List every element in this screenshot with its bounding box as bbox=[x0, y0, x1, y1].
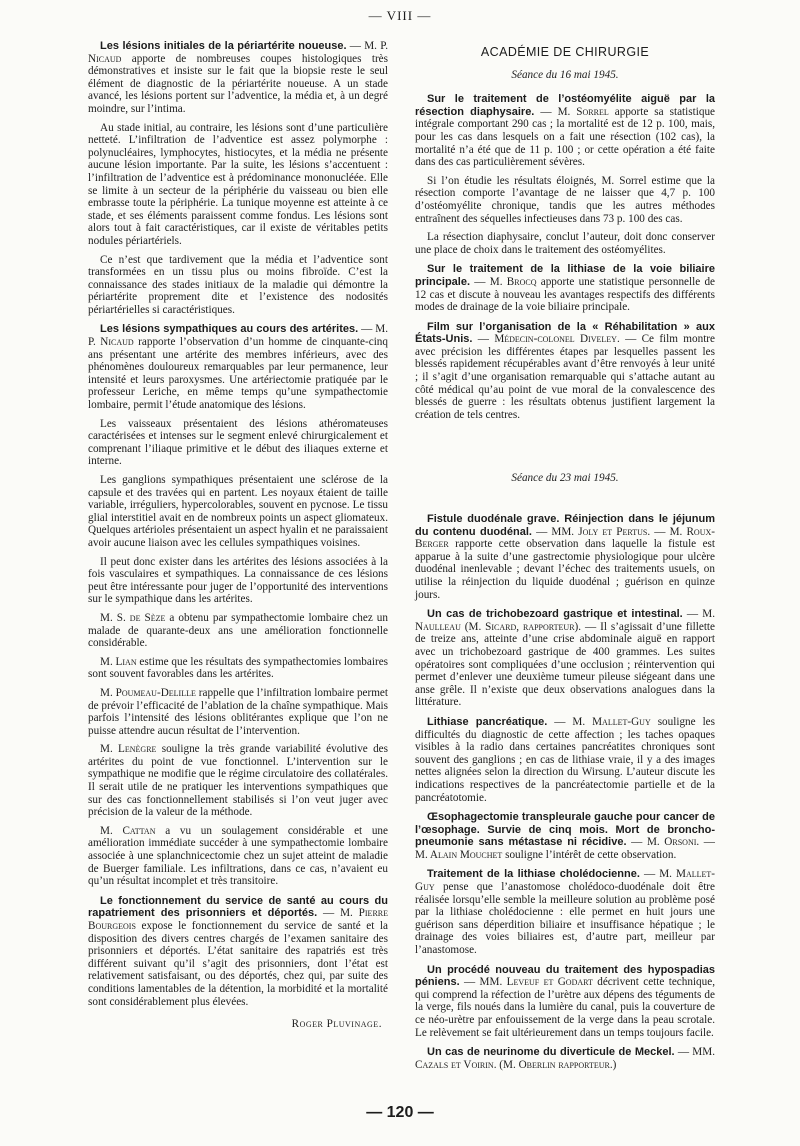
speaker: M. Poumeau-Delille bbox=[100, 686, 196, 699]
article-periarterite: Les lésions initiales de la périartérite noueuse. — M. P. Nicaud apporte de nombreuses coupes histologiques très démonstratives et insiste sur le fait que la biopsie reste le seul élément de diagnostic de la périartérite noueuse. A un stade avancé, les lésions portent sur l’adventice, la média et, à un degré moindre, sur l’intima. Au stade initial, au contraire, les lésions sont d’une particulière netteté. L’infiltration de l’adventice est assez polymorphe : polynucléaires, lymphocytes, histiocytes, et la média ne présente aucune lésion importante. Par la suite, les lésions s’accentuent : l’infiltration de l’adventice est à prédominance mononucléée. Elle se limite à un secteur de la périphérie du vaisseau ou bien elle embrasse toute la périphérie. La tunique moyenne est atteinte à ce stade, et ses éléments paraissent comme fondus. Les lésions sont alors tout à fait caractéristiques, car il existe de véritables petits nodules périartériels. Ce n’est que tardivement que la média et l’adventice sont transformées en un tissu plus ou moins fibroïde. C’est la connaissance des stades initiaux de la maladie qui démontre la périartérite proprement dite et l’existence des nodosités périartérielles si caractéristiques. bbox=[88, 40, 388, 316]
paragraph: apporte sa statistique intégrale comportant 290 cas ; la mortalité est de 12 p. 100, mais, pour les cas dans lesquels on a fait une résection (102 cas), la mortalité n’a été que de 11 p. 100 ; or cette opération a été faite dans des cas particulièrement sévères. bbox=[415, 105, 715, 169]
signature: Roger Pluvinage. bbox=[291, 1018, 382, 1031]
paragraph: Au stade initial, au contraire, les lésions sont d’une particulière netteté. L’infiltration de l’adventice est assez polymorphe : polynucléaires, lymphocytes, histiocytes, et la média ne présente aucune lésion importante. Par la suite, les lésions s’accentuent : l’infiltration de l’adventice est à prédominance mononucléée. Elle se limite à un secteur de la périphérie du vaisseau ou bien elle embrasse toute la périphérie. La tunique moyenne est atteinte à ce stade, et ses éléments paraissent comme fondus. Les lésions sont alors tout à fait caractéristiques, car il existe de véritables petits nodules périartériels. bbox=[88, 121, 388, 247]
article-lesions-sympathiques: Les lésions sympathiques au cours des artérites. — M. P. Nicaud rapporte l’observation d’un homme de cinquante-cinq ans présentant une artérite des membres inférieurs, avec des phénomènes douloureux remarquables par leur permanence, leur intensité et leurs paroxysmes. Une artériectomie pratiquée par le professeur Leriche, en même temps qu’une sympathectomie lombaire, permit l’étude anatomique des lésions. Les vaisseaux présentaient des lésions athéromateuses caractérisées et intenses sur le segment enlevé chirurgicalement et comprenant l’iliaque primitive et le début des iliaques externe et interne. Les ganglions sympathiques présentaient une sclérose de la capsule et des travées qui en partent. Les noyaux étaient de taille variable, irréguliers, hypercolorables, souvent en pycnose. Le tissu glial interstitiel avait en de nombreux points un aspect gliomateux. Quelques artérioles présentaient un aspect hyalin et ne paraissaient avoir aucune liaison avec les cellules sympathiques voisines. Il peut donc exister dans les artérites des lésions associées à la fois vasculaires et sympathiques. La connaissance de ces lésions peut être intéressante pour juger de l’opportunité des interventions sur le sympathique dans les artérites. M. S. de Sèze a obtenu par sympathectomie lombaire chez un malade de quarante-deux ans une amélioration fonctionnelle considérable. M. Lian estime que les résultats des sympathectomies lombaires sont souvent favorables dans les artérites. M. Poumeau-Delille rappelle que l’infiltration lombaire permet de prévoir l’efficacité de l’ablation de la chaîne sympathique. Mais parfois l’intensité des lésions oblitérantes explique que l’on ne puisse attendre aucun résultat de l’intervention. M. Lenègre souligne la très grande variabilité évolutive des artérites du point de vue fonctionnel. L’intervention sur le sympathique ne modifie que le régime circulatoire des collatérales. Il serait utile de ne pratiquer les interventions sympathiques que sur des cas fonctionnellement stabilisés si l’on veut juger avec précision de la valeur de la méthode. M. Cattan a vu un soulagement considérable et une amélioration immédiate succéder à une sympathectomie lombaire associée à une splanchnicectomie chez un sujet atteint de maladie de Buerger familiale. Les infiltrations, dans ce cas, n’avaient eu qu’un résultat incomplet et très transitoire. bbox=[88, 323, 389, 888]
paragraph: estime que les résultats des sympathectomies lombaires sont souvent favorables dans les artérites. bbox=[88, 655, 389, 681]
article-title: Le fonctionnement du service de santé au cours du rapatriement des prisonniers et déportés. bbox=[88, 894, 388, 920]
article-title: Fistule duodénale grave. Réinjection dans le jéjunum du contenu duodénal. bbox=[415, 513, 715, 538]
paragraph: souligne la très grande variabilité évolutive des artérites du point de vue fonctionnel. L’intervention sur le sympathique ne modifie que le régime circulatoire des collatérales. Il serait utile de ne pratiquer les interventions sympathiques que sur des cas fonctionnellement stabilisés si l’on veut juger avec précision de la valeur de la méthode. bbox=[88, 743, 388, 819]
paragraph: Si l’on étudie les résultats éloignés, M. Sorrel estime que la résection comporte l’avantage de ne laisser que 4,7 p. 100 d’ostéomyélite chronique, tandis que les autres méthodes entraînent des séquelles infectieuses dans 73 p. 100 des cas. bbox=[415, 174, 715, 225]
article-title: Film sur l’organisation de la « Réhabilitation » aux États-Unis. bbox=[415, 320, 715, 346]
article-title: Sur le traitement de l’ostéomyélite aiguë par la résection diaphysaire. bbox=[415, 93, 715, 118]
section-heading: ACADÉMIE DE CHIRURGIE bbox=[480, 45, 650, 59]
paragraph: pense que l’anastomose cholédoco-duodénale doit être réalisée lorsqu’elle semble la meilleure solution au problème posé par la lithiase cholédocienne : elle permet en huit jours une guérison sans déperdition biliaire et insuffisance hépatique ; le drainage des voies biliaires est, d’autre part, meilleur par l’anastomose. bbox=[415, 881, 715, 957]
article-title: Les lésions initiales de la périartérite noueuse. bbox=[100, 40, 347, 52]
page-header: — VIII — bbox=[368, 8, 432, 23]
paragraph: a vu un soulagement considérable et une amélioration immédiate succéder à une sympathectomie lombaire associée à une splanchnicectomie chez un sujet atteint de maladie de Buerger familiale. Les infiltrations, dans ce cas, n’avaient eu qu’un résultat incomplet et très transitoire. bbox=[88, 824, 388, 888]
left-column bbox=[88, 40, 388, 1031]
author: M. Pierre Bourgeois bbox=[88, 907, 388, 932]
article-title: Les lésions sympathiques au cours des artérites. bbox=[100, 323, 359, 336]
author: M. P. Nicaud bbox=[88, 40, 388, 65]
author: MM. Joly et Pertus. bbox=[551, 525, 651, 538]
author: M. Naulleau (M. Sicard, rapporteur). bbox=[415, 608, 715, 633]
speaker: M. Lian bbox=[100, 655, 137, 668]
author: MM. Cazals et Voirin. (M. Oberlin rapporteur.) bbox=[415, 1046, 715, 1071]
article-title: Sur le traitement de la lithiase de la voie biliaire principale. bbox=[415, 263, 715, 288]
right-column bbox=[415, 40, 715, 1078]
article-lithiase-pancreatique: Lithiase pancréatique. — M. Mallet-Guy souligne les difficultés du diagnostic de cette affection ; les taches opaques visibles à la radio dans certaines pancréatites chroniques sont souvent des ganglions ; en cas de lithiase vraie, il y a des images nettes alignées selon la direction du Wirsung. L’auteur discute les indications respectives de la pancréatectomie partielle et de la pancréatotomie. bbox=[415, 715, 715, 804]
paragraph: Les vaisseaux présentaient des lésions athéromateuses caractérisées et intenses sur le segment enlevé chirurgicalement et comprenant l’iliaque primitive et le début des iliaques externe et interne. bbox=[88, 417, 388, 468]
article-fistule: Fistule duodénale grave. Réinjection dans le jéjunum du contenu duodénal. — MM. Joly et Pertus. — M. Roux-Berger rapporte cette observation dans laquelle la fistule est apparue à la suite d’une gastrectomie physiologique pour ulcère duodénal inenlevable ; devant l’échec des traitements usuels, on utilise la réinjection du liquide duodénal ; guérison en quinze jours. bbox=[415, 513, 715, 601]
paragraph: Il s’agissait d’une fillette de treize ans, atteinte d’une crise abdominale aiguë en rapport avec un trichobezoard gastrique de 400 grammes. Les suites opératoires sont compliquées d’une occlusion ; réintervention qui permet d’enlever une deuxième tumeur pileuse siégeant dans une anse grêle. Il n’existe que deux observations analogues dans la littérature. bbox=[415, 620, 715, 709]
paragraph: La résection diaphysaire, conclut l’auteur, doit donc conserver une place de choix dans le traitement des ostéomyélites. bbox=[415, 231, 715, 256]
article-hypospadias: Un procédé nouveau du traitement des hypospadias péniens. — MM. Leveuf et Godart décrivent cette technique, qui comprend la réfection de l’urètre aux dépens des téguments de la verge, fils noués dans la lumière du canal, puis la couverture de ce néo-urètre par enfouissement de la verge dans la peau scrotale. Le relèvement se fait ultérieurement dans un temps toujours facile. bbox=[415, 963, 715, 1039]
speaker: M. Roux-Berger bbox=[415, 525, 715, 551]
paragraph: expose le fonctionnement du service de santé et la disposition des divers centres chargés de l’examen sanitaire des prisonniers et déportés. L’état sanitaire des rapatriés est très différent suivant qu’il s’agit des prisonniers, dont l’état est relativement satisfaisant, ou des déportés, chez qui, par suite des conditions lamentables de la détention, la morbidité et la mortalité sont considérablement plus élevées. bbox=[88, 920, 388, 1008]
page-number: — 120 — bbox=[366, 1104, 434, 1121]
paragraph: rapporte l’observation d’un homme de cinquante-cinq ans présentant une artérite des membres inférieurs, avec des phénomènes douloureux remarquables par leur permanence, leur intensité et leurs paroxysmes. Une artériectomie pratiquée par le professeur Leriche, en même temps qu’une sympathectomie lombaire, permit l’étude anatomique des lésions. bbox=[88, 336, 388, 412]
paragraph: souligne l’intérêt de cette observation. bbox=[505, 848, 677, 861]
article-title: Un procédé nouveau du traitement des hypospadias péniens. bbox=[415, 963, 715, 989]
paragraph: rapporte cette observation dans laquelle la fistule est apparue à la suite d’une gastrectomie physiologique pour ulcère duodénal inenlevable ; devant l’échec des traitements usuels, on utilise la réinjection du liquide duodénal ; guérison en quinze jours. bbox=[415, 538, 715, 601]
session-date: Séance du 23 mai 1945. bbox=[511, 472, 619, 485]
paragraph: a obtenu par sympathectomie lombaire chez un malade de quarante-deux ans une amélioration fonctionnelle considérable. bbox=[88, 611, 388, 650]
article-oesophagectomie: Œsophagectomie transpleurale gauche pour cancer de l’œsophage. Survie de cinq mois. Mort de broncho-pneumonie sans métastase ni récidive. — M. Orsoni. — M. Alain Mouchet souligne l’intérêt de cette observation. bbox=[415, 811, 715, 861]
article-osteomyelite: Sur le traitement de l’ostéomyélite aiguë par la résection diaphysaire. — M. Sorrel apporte sa statistique intégrale comportant 290 cas ; la mortalité est de 12 p. 100, mais, pour les cas dans lesquels on a fait une résection (102 cas), la mortalité n’a été que de 11 p. 100 ; or cette opération a été faite dans des cas particulièrement sévères. Si l’on étudie les résultats éloignés, M. Sorrel estime que la résection comporte l’avantage de ne laisser que 4,7 p. 100 d’ostéomyélite chronique, tandis que les autres méthodes entraînent des séquelles infectieuses dans 73 p. 100 des cas. La résection diaphysaire, conclut l’auteur, doit donc conserver une place de choix dans le traitement des ostéomyélites. bbox=[415, 93, 715, 256]
paragraph: Ce n’est que tardivement que la média et l’adventice sont transformées en un tissu plus ou moins fibroïde. C’est la connaissance des stades initiaux de la maladie qui démontre la périartérite proprement dite et l’existence des nodosités périartérielles si caractéristiques. bbox=[88, 253, 388, 316]
paragraph: Ce film montre avec précision les différentes étapes par lesquelles passent les blessés rapidement récupérables avant d’être renvoyés à leur unité ; il s’agit d’une organisation remarquable qui s’attache autant au côté médical qu’au point de vue moral de la convalescence des blessés de guerre : les résultats obtenus justifient largement la création de tels centres. bbox=[415, 333, 715, 421]
speaker: M. S. de Sèze bbox=[100, 611, 166, 624]
article-lithiase-biliaire: Sur le traitement de la lithiase de la voie biliaire principale. — M. Brocq apporte une statistique personnelle de 12 cas et discute à nouveau les avantages respectifs des différents modes de drainage de la voie biliaire principale. bbox=[415, 263, 716, 314]
article-service-sante: Le fonctionnement du service de santé au cours du rapatriement des prisonniers et déportés. — M. Pierre Bourgeois expose le fonctionnement du service de santé et la disposition des divers centres chargés de l’examen sanitaire des prisonniers et déportés. L’état sanitaire des rapatriés est très différent suivant qu’il s’agit des prisonniers, dont l’état est relativement satisfaisant, ou des déportés, chez qui, par suite des conditions lamentables de la détention, la morbidité et la mortalité sont considérablement plus élevées. bbox=[88, 894, 388, 1008]
author: M. Brocq bbox=[489, 275, 537, 288]
paragraph: souligne les difficultés du diagnostic de cette affection ; les taches opaques visibles à la radio dans certaines pancréatites chroniques sont souvent des ganglions ; en cas de lithiase vraie, il y a des images nettes alignées selon la direction du Wirsung. L’auteur discute les indications respectives de la pancréatectomie partielle et de la pancréatotomie. bbox=[415, 715, 715, 804]
author: M. Mallet-Guy bbox=[572, 715, 651, 728]
article-title: Un cas de neurinome du diverticule de Meckel. bbox=[427, 1046, 675, 1059]
article-lithiase-choledocienne: Traitement de la lithiase cholédocienne. — M. Mallet-Guy pense que l’anastomose cholédoco-duodénale doit être réalisée lorsqu’elle semble la meilleure solution au problème posé par la lithiase cholédocienne : elle permet en huit jours une guérison sans déperdition biliaire et insuffisance hépatique ; le drainage des voies biliaires est, d’autre part, meilleur par l’anastomose. bbox=[415, 868, 716, 957]
paragraph: décrivent cette technique, qui comprend la réfection de l’urètre aux dépens des téguments de la verge, fils noués dans la lumière du canal, puis la couverture de ce néo-urètre par enfouissement de la verge dans la peau scrotale. Le relèvement se fait ultérieurement dans un temps toujours facile. bbox=[415, 976, 715, 1039]
paragraph: rappelle que l’infiltration lombaire permet de prévoir l’efficacité de l’ablation de la chaîne sympathique. Mais parfois l’intensité des lésions oblitérantes explique que l’on ne puisse attendre aucun résultat de l’intervention. bbox=[88, 686, 389, 737]
article-title: Œsophagectomie transpleurale gauche pour cancer de l’œsophage. Survie de cinq mois. Mort de broncho-pneumonie sans métastase ni récidive. bbox=[415, 811, 715, 849]
article-title: Un cas de trichobezoard gastrique et intestinal. bbox=[427, 608, 683, 621]
article-trichobezoard: Un cas de trichobezoard gastrique et intestinal. — M. Naulleau (M. Sicard, rapporteur). — Il s’agissait d’une fillette de treize ans, atteinte d’une crise abdominale aiguë en rapport avec un trichobezoard gastrique de 400 grammes. Les suites opératoires sont compliquées d’une occlusion ; réintervention qui permet d’enlever une deuxième tumeur pileuse siégeant dans une anse grêle. Il n’existe que deux observations analogues dans la littérature. bbox=[415, 608, 715, 709]
article-title: Lithiase pancréatique. bbox=[427, 715, 548, 728]
article-neurinome: Un cas de neurinome du diverticule de Meckel. — MM. Cazals et Voirin. (M. Oberlin rapporteur.) bbox=[415, 1046, 715, 1071]
speaker: M. Lenègre bbox=[100, 743, 157, 756]
article-film-rehabilitation: Film sur l’organisation de la « Réhabilitation » aux États-Unis. — Médecin-colonel Diveley. — Ce film montre avec précision les différentes étapes par lesquelles passent les blessés rapidement récupérables avant d’être renvoyés à leur unité ; il s’agit d’une organisation remarquable qui s’attache autant au côté médical qu’au point de vue moral de la convalescence des blessés de guerre : les résultats obtenus justifient largement la création de tels centres. bbox=[415, 320, 715, 421]
author: M. Sorrel bbox=[557, 105, 609, 118]
article-title: Traitement de la lithiase cholédocienne. bbox=[427, 868, 640, 881]
speaker: M. Alain Mouchet bbox=[415, 848, 503, 861]
paragraph: Il peut donc exister dans les artérites des lésions associées à la fois vasculaires et sympathiques. La connaissance de ces lésions peut être intéressante pour juger de l’opportunité des interventions sur le sympathique dans les artérites. bbox=[88, 555, 388, 606]
author: M. P. Nicaud bbox=[88, 323, 388, 349]
paragraph: apporte de nombreuses coupes histologiques très démonstratives et insiste sur le fait que la biopsie reste le seul élément de diagnostic de la périartérite noueuse. A un stade avancé, les lésions portent sur l’adventice, la média et, à un degré moindre, sur l’intima. bbox=[88, 52, 388, 115]
author: M. Mallet-Guy bbox=[415, 868, 716, 894]
speaker: M. Cattan bbox=[100, 824, 156, 837]
paragraph: Les ganglions sympathiques présentaient une sclérose de la capsule et des travées qui en partent. Les noyaux étaient de taille variable, irréguliers, hypercolorables, souvent en pycnose. Le tissu glial interstitiel avait en de nombreux points un aspect gliomateux. Quelques artérioles présentaient un aspect hyalin et ne paraissaient avoir aucune liaison avec les cellules sympathiques voisines. bbox=[88, 474, 388, 549]
author: M. Orsoni. bbox=[646, 836, 700, 849]
session-date: Séance du 16 mai 1945. bbox=[511, 68, 619, 81]
paragraph: apporte une statistique personnelle de 12 cas et discute à nouveau les avantages respectifs des différents modes de drainage de la voie biliaire principale. bbox=[415, 275, 716, 314]
author: MM. Leveuf et Godart bbox=[479, 976, 593, 989]
author: Médecin-colonel Diveley bbox=[494, 333, 617, 346]
